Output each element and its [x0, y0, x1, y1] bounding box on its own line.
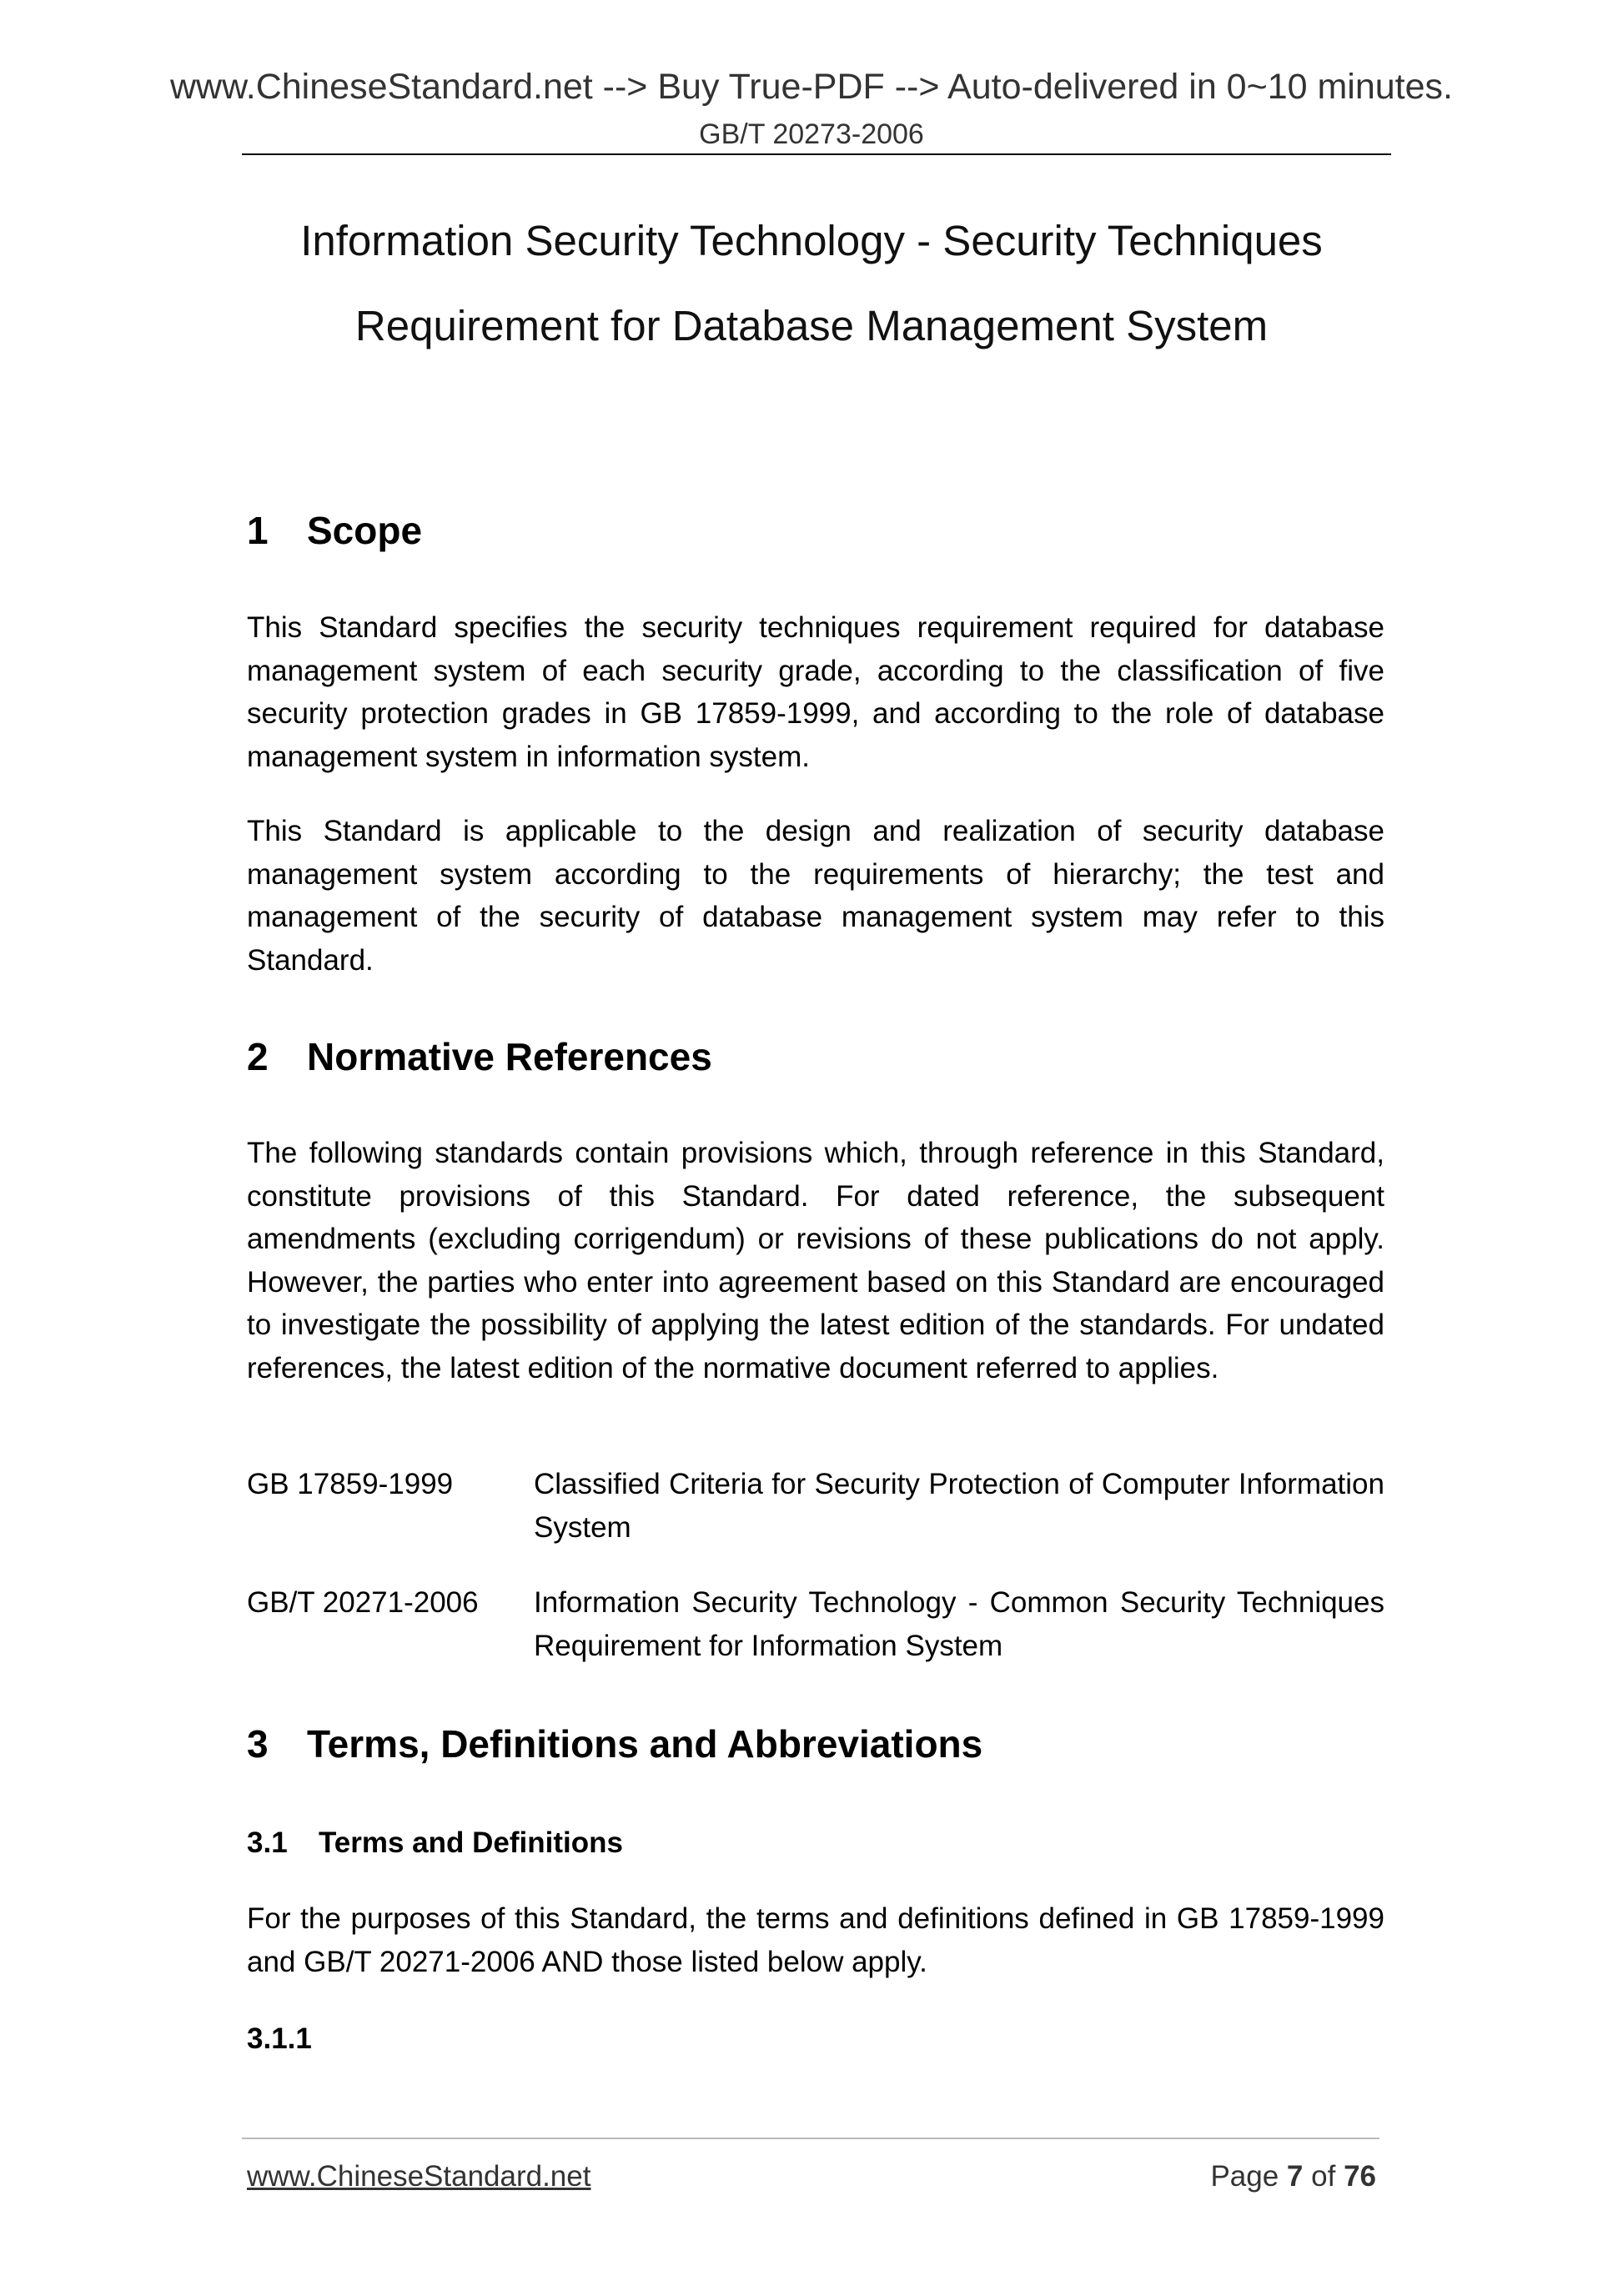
footer-divider	[242, 2138, 1379, 2139]
section-title: Terms, Definitions and Abbreviations	[307, 1722, 983, 1766]
header-standard-code: GB/T 20273-2006	[699, 118, 924, 150]
section-3-heading	[247, 1721, 982, 1767]
scope-paragraph-1: This Standard specifies the security techniques requirement required for database management system of each security grade, according to the classification of five security protection grades in GB 17859-1999, and according to the role of database management system in information system.	[247, 611, 1384, 773]
subsection-3-1-heading	[247, 1825, 623, 1861]
document-title-line-1: Information Security Technology - Security Techniques	[300, 217, 1323, 264]
terms-paragraph: For the purposes of this Standard, the terms and definitions defined in GB 17859-1999 and GB/T 20271-2006 AND those listed below apply.	[247, 1902, 1384, 1978]
current-page-number: 7	[1286, 2160, 1304, 2193]
section-1-heading	[247, 507, 422, 554]
page-label: Page	[1210, 2160, 1279, 2193]
scope-paragraph-2: This Standard is applicable to the design and realization of security database management system according to the requirements of hierarchy; the test and management of the security of database management system may refer to this Standard.	[247, 815, 1384, 977]
clause-3-1-1-heading: 3.1.1	[247, 2022, 312, 2055]
section-2-heading	[247, 1033, 712, 1080]
section-number: 3	[247, 1722, 269, 1766]
reference-code: GB/T 20271-2006	[247, 1586, 479, 1619]
document-title-line-2: Requirement for Database Management System	[354, 302, 1269, 349]
footer-website-link[interactable]: www.ChineseStandard.net	[247, 2160, 591, 2193]
header-divider	[242, 153, 1391, 155]
subsection-title: Terms and Definitions	[319, 1826, 623, 1859]
page-indicator	[1210, 2158, 1376, 2195]
section-title: Scope	[307, 509, 423, 552]
reference-code: GB 17859-1999	[247, 1468, 454, 1500]
subsection-number: 3.1	[247, 1826, 288, 1859]
header-banner: www.ChineseStandard.net --> Buy True-PDF --> Auto-delivered in 0~10 minutes.	[169, 67, 1453, 107]
total-pages-number: 76	[1344, 2160, 1376, 2193]
section-title: Normative References	[307, 1035, 712, 1078]
section-number: 2	[247, 1035, 269, 1078]
reference-title: Classified Criteria for Security Protection of Computer Information System	[534, 1468, 1384, 1544]
page-of-label: of	[1311, 2160, 1336, 2193]
reference-title: Information Security Technology - Common Security Techniques Requirement for Information System	[534, 1586, 1384, 1662]
normative-paragraph: The following standards contain provisions which, through reference in this Standard, constitute provisions of this Standard. For dated reference, the subsequent amendments (excluding corrigendum) or revisions of these publications do not apply. However, the parties who enter into agreement based on this Standard are encouraged to investigate the possibility of applying the latest edition of the standards. For undated references, the latest edition of the normative document referred to applies.	[247, 1137, 1384, 1384]
section-number: 1	[247, 509, 269, 552]
